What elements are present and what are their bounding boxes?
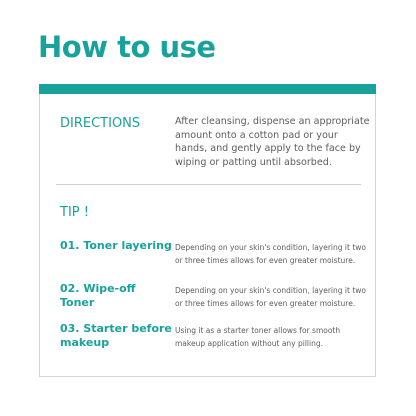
tip-description: Using it as a starter toner allows for smooth makeup application without any pilling. bbox=[175, 326, 341, 348]
section-divider bbox=[56, 184, 361, 185]
tip-title: 02. Wipe-off Toner bbox=[60, 282, 136, 309]
tip-description: Depending on your skin's condition, layering it two or three times allows for even greater moisture. bbox=[175, 243, 366, 265]
how-to-use-card bbox=[39, 84, 376, 377]
tip-heading: TIP ! bbox=[60, 205, 89, 220]
page-title: How to use bbox=[38, 30, 216, 64]
directions-heading: DIRECTIONS bbox=[60, 116, 141, 131]
tip-title: 03. Starter before makeup bbox=[60, 322, 172, 349]
tip-description: Depending on your skin's condition, layering it two or three times allows for even greater moisture. bbox=[175, 286, 366, 308]
card-accent-bar bbox=[39, 84, 376, 94]
directions-text: After cleansing, dispense an appropriate amount onto a cotton pad or your hands, and gently apply to the face by wiping or patting until absorbed. bbox=[175, 116, 370, 168]
tip-title: 01. Toner layering bbox=[60, 239, 172, 252]
